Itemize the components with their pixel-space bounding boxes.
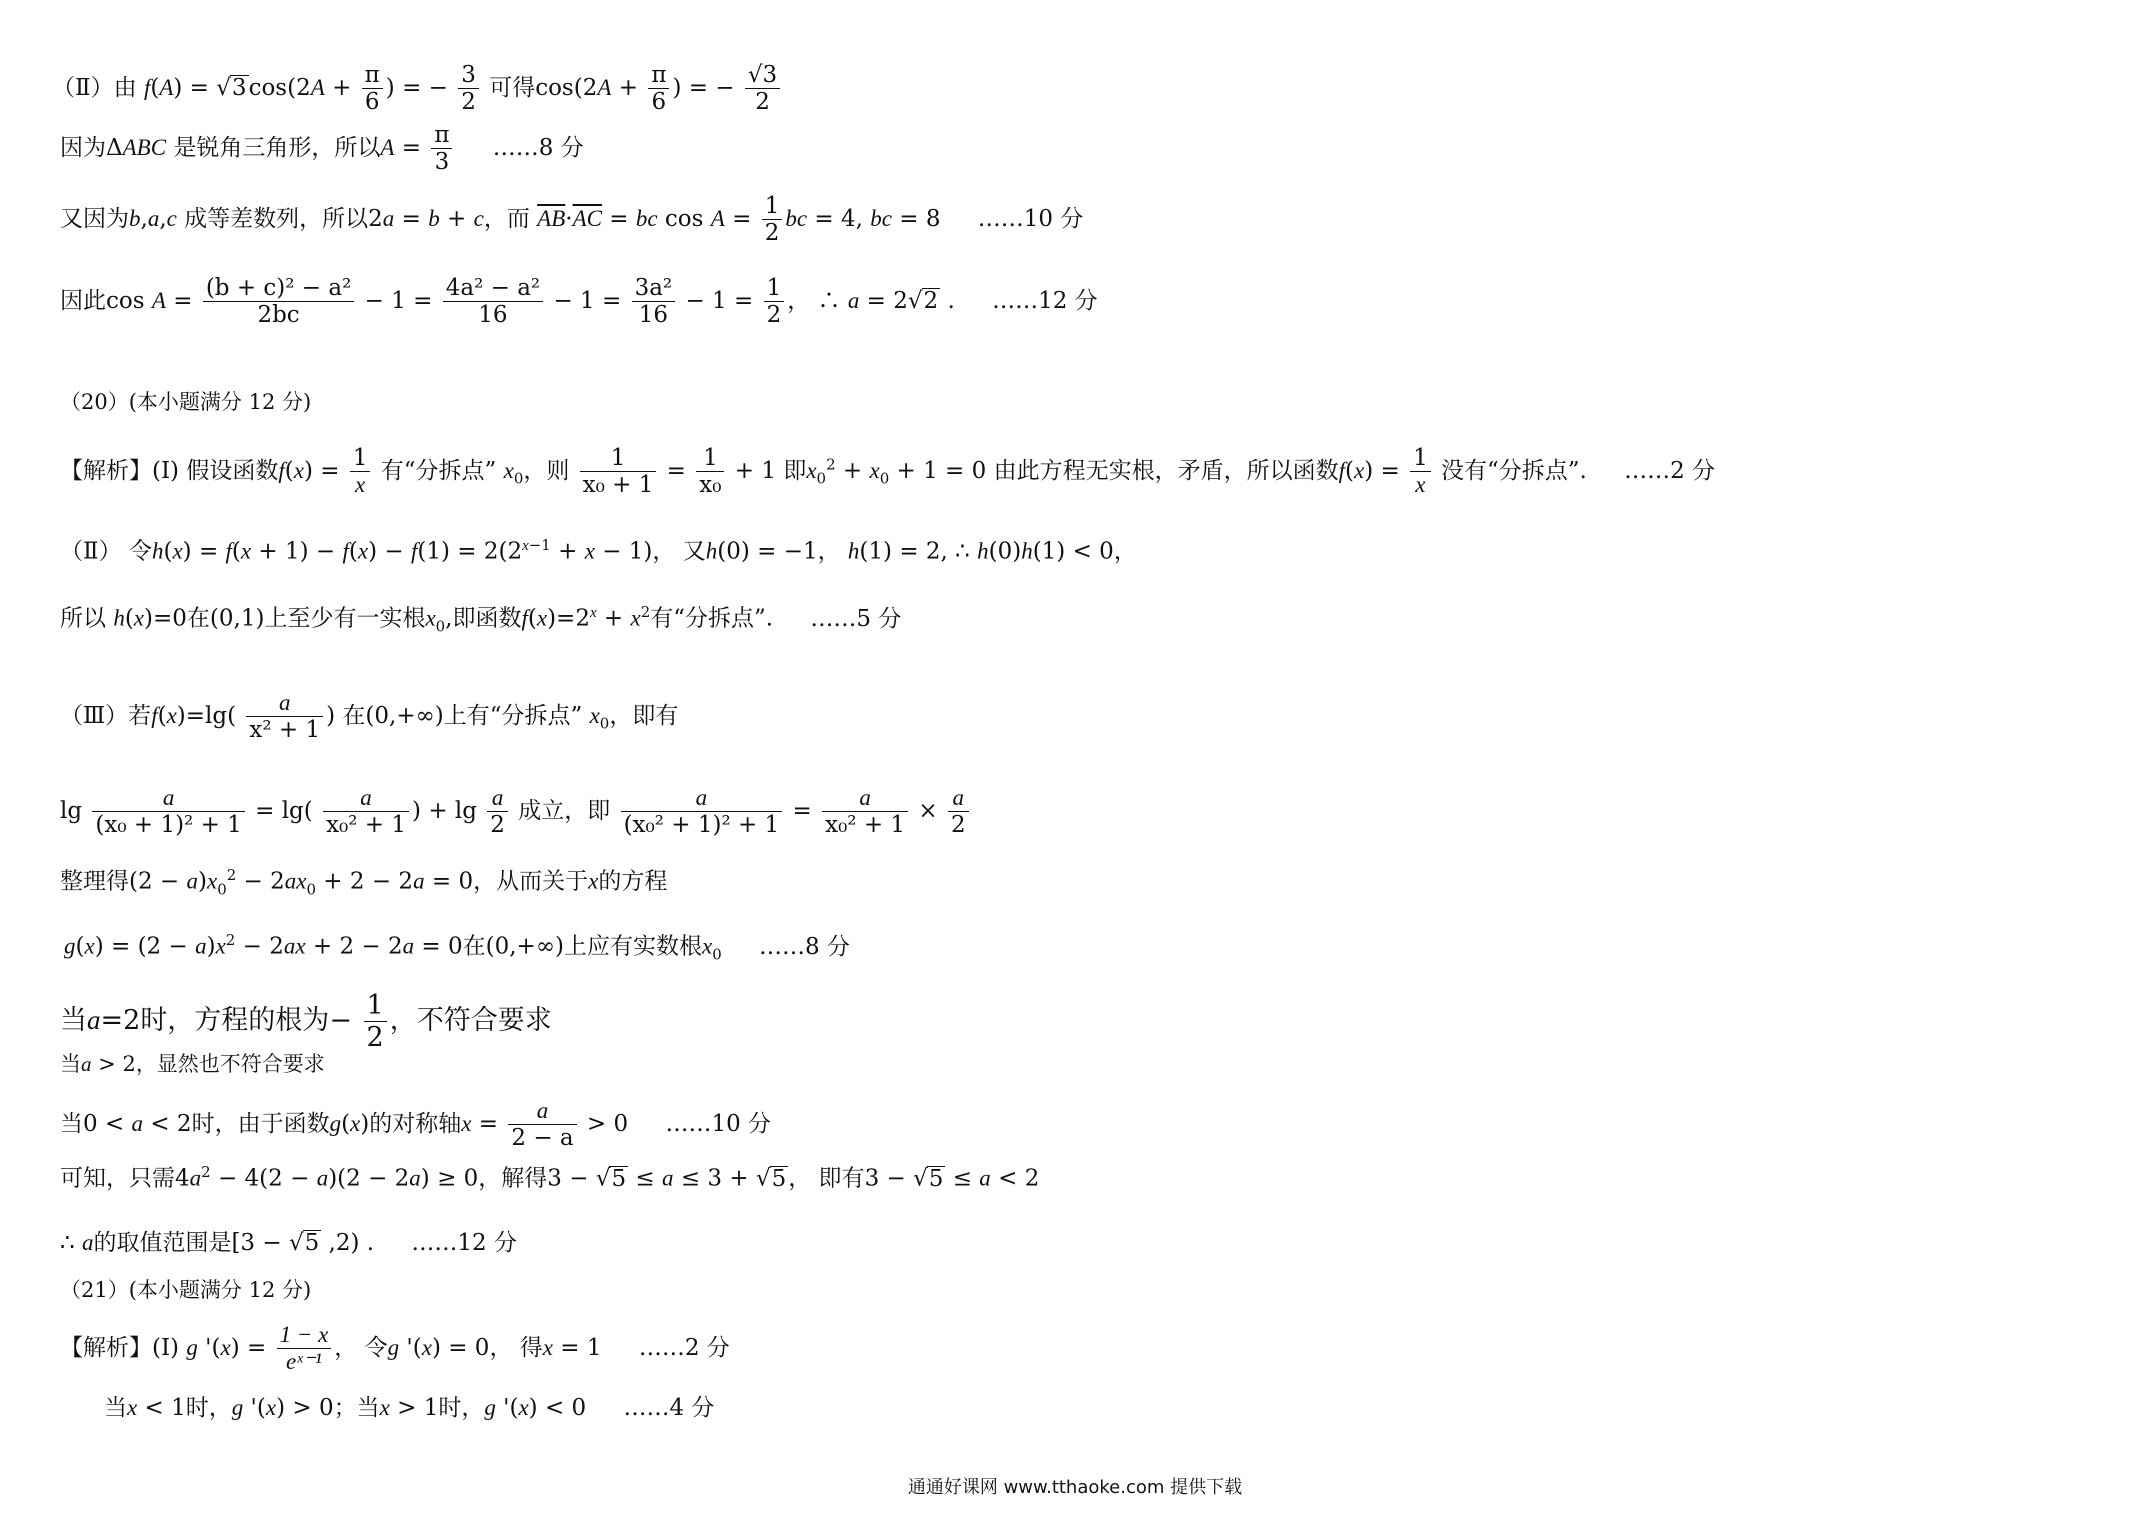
text: 因此 — [60, 287, 106, 314]
score-label: ……12 分 — [411, 1230, 517, 1256]
line-angle-a: 因为ΔABC 是锐角三角形，所以A = $\frac{\pi}{3}$ ……8 分 — [60, 122, 584, 176]
text: 可知，只需 — [60, 1165, 175, 1192]
line-derivative: 【解析】(Ⅰ) g '(x) = $\frac{1 - x}{\text{eˣ⁻¹}}$ ， 令g '(x) = 0， 得x = 1 ……2 分 — [60, 1322, 730, 1375]
text: 【解析】(Ⅰ) 假设函数 — [60, 457, 279, 484]
line-g-function: $g(x) = (2 - a)x^2 - 2ax + 2 - 2a = 0$在(0,+∞)上应有实数根$x_0$ ……8 分 — [64, 931, 850, 964]
text: （Ⅱ）由 — [52, 74, 137, 101]
fraction: $\frac{\pi}{6}$ — [648, 62, 669, 116]
fraction: $\frac{1}{\text{x₀ + 1}}$ — [580, 445, 657, 499]
fraction: $\frac{1}{2}$ — [764, 275, 785, 329]
score-label: ……10 分 — [665, 1110, 772, 1137]
text: ,即函数 — [445, 605, 522, 632]
fraction: $\frac{a}{\text{x₀² + 1}}$ — [822, 785, 908, 839]
fraction: $\frac{√3}{2}$ — [745, 62, 780, 116]
text: ，而 — [483, 205, 530, 232]
line-case-0-lt-a-lt-2: 当0 < a < 2时，由于函数g(x)的对称轴x = $\frac{a}{2 - a}$ > 0 ……10 分 — [60, 1098, 772, 1152]
fraction: $\frac{\text{(b + c)² − a²}}{2bc}$ — [203, 275, 355, 329]
line-rearrange: 整理得$(2 - a)x_0^2 - 2ax_0 + 2 - 2a = 0$，从而关于x的方程 — [60, 866, 668, 899]
text: 因为 — [60, 134, 106, 161]
question-21-heading: （21）(本小题满分 12 分) — [60, 1278, 312, 1302]
text: 上应有实数根 — [563, 933, 702, 960]
text: ；当 — [333, 1395, 380, 1421]
text: 时， — [185, 1395, 232, 1421]
line-part3-lg: （Ⅲ）若f(x)=lg( $\frac{a}{\text{x² + 1}}$ ) 在(0,+∞)上有“分拆点” $x_0$，即有 — [60, 690, 679, 744]
text: （Ⅲ）若 — [60, 702, 152, 729]
line-case-a-equals-2: 当a=2时，方程的根为− $\frac{1}{2}$ ，不符合要求 — [60, 990, 552, 1054]
text: 在 — [342, 702, 366, 729]
text: 所以 — [60, 605, 106, 632]
text: 当 — [104, 1395, 127, 1421]
line-arith-seq: 又因为b,a,c 成等差数列，所以2a = b + c，而 $\overline{AB}\cdot\overline{AC}$ = bc cos A = $\frac{1}{2}$ bc = 4, bc = 8 ……10 分 — [60, 193, 1084, 247]
text: ， 令 — [334, 1334, 388, 1361]
line-range-result: ∴ a的取值范围是[3 − √5 ,2) . ……12 分 — [60, 1230, 517, 1256]
line-monotonic: 当x < 1时，g '(x) > 0；当x > 1时，g '(x) < 0 ……4 分 — [104, 1395, 715, 1421]
text: 当 — [60, 1052, 81, 1076]
score-label: ……4 分 — [623, 1395, 715, 1421]
text: 可得 — [489, 74, 536, 101]
line-root-exists: 所以 h(x)=0在(0,1)上至少有一实根$x_0$,即函数$f(x)=2^x + x^2$有“分拆点”. ……5 分 — [60, 603, 902, 636]
fraction: $\frac{1}{2}$ — [364, 990, 387, 1053]
fraction: $\frac{\text{3a²}}{16}$ — [632, 275, 676, 329]
line-part2-cos: （Ⅱ）由 f(A) = √3cos(2A + $\frac{\pi}{6}$ ) = − $\frac{3}{2}$ 可得cos(2A + $\frac{\pi}{6}$ ) = − $\frac{√3}{2}$ — [52, 62, 783, 116]
text: ， 即有 — [788, 1165, 865, 1192]
line-cos-a: 因此cos A = $\frac{\text{(b + c)² − a²}}{2bc}$ − 1 = $\frac{\text{4a² − a²}}{16}$ − 1 = $\frac{\text{3a²}}{16}$ − 1 = $\frac{1}{2}$ ， ∴ a = 2√2 . ……12 分 — [60, 275, 1098, 329]
text: 在 — [462, 933, 486, 960]
text: 【解析】(Ⅰ) — [60, 1334, 180, 1361]
line-case-a-gt-2: 当a > 2，显然也不符合要求 — [60, 1052, 325, 1076]
fraction: $\frac{1 - x}{\text{eˣ⁻¹}}$ — [277, 1322, 332, 1376]
fraction: $\frac{a}{2 - a}$ — [508, 1098, 576, 1152]
text: （Ⅱ） 令 — [60, 538, 152, 565]
fraction: $\frac{a}{2}$ — [487, 785, 508, 839]
text: 的方程 — [598, 868, 668, 895]
math: f — [143, 74, 151, 100]
line-part2-h: （Ⅱ） 令$h(x) = f(x + 1) - f(x) - f(1) = 2(2^{x-1} + x - 1)$， 又h(0) = −1， h(1) = 2, ∴ h(0)h(1) < 0， — [60, 536, 1137, 565]
text: 有“分拆点”. — [650, 605, 774, 632]
text: 上至少有一实根 — [264, 605, 426, 632]
text: 成等差数列，所以 — [184, 205, 369, 232]
fraction: $\frac{1}{x}$ — [1410, 445, 1431, 499]
line-discriminant: 可知，只需$4a^2 - 4(2 - a)(2 - 2a) \ge 0$，解得3 − √5 ≤ a ≤ 3 + √5， 即有3 − √5 ≤ a < 2 — [60, 1163, 1040, 1192]
text: 时，由于函数 — [191, 1110, 330, 1137]
fraction: $\frac{\pi}{6}$ — [362, 62, 383, 116]
fraction: $\frac{a}{2}$ — [948, 785, 969, 839]
text: 又因为 — [60, 205, 129, 232]
text: 即 — [783, 457, 807, 484]
text: 的取值范围是 — [93, 1230, 232, 1256]
fraction: $\frac{1}{\text{x₀}}$ — [696, 445, 724, 499]
text: ， — [1113, 538, 1137, 565]
text: ， 得 — [489, 1334, 543, 1361]
text: 当 — [60, 1005, 87, 1037]
text: 整理得 — [60, 868, 129, 895]
fraction: $\frac{1}{2}$ — [762, 193, 783, 247]
score-label: ……2 分 — [1624, 457, 1716, 484]
text: 在 — [186, 605, 210, 632]
text: ，即有 — [609, 702, 679, 729]
text: ，则 — [523, 457, 570, 484]
score-label: ……12 分 — [992, 287, 1098, 314]
text: 时，方程的根为 — [140, 1005, 330, 1037]
text: ，解得 — [478, 1165, 548, 1192]
text: 没有“分拆点”. — [1441, 457, 1587, 484]
fraction: $\frac{1}{x}$ — [350, 445, 371, 499]
score-label: ……2 分 — [638, 1334, 730, 1361]
text: 有“分拆点” — [380, 457, 497, 484]
fraction: $\frac{a}{\text{x² + 1}}$ — [246, 690, 323, 744]
score-label: ……8 分 — [759, 933, 850, 960]
text: 成立，即 — [518, 797, 611, 824]
fraction: $\frac{\text{4a² − a²}}{16}$ — [443, 275, 543, 329]
text: 时， — [438, 1395, 485, 1421]
text: ，不符合要求 — [389, 1005, 552, 1037]
score-label: ……5 分 — [810, 605, 902, 632]
text: ，从而关于 — [473, 868, 589, 895]
score-label: ……8 分 — [492, 134, 584, 161]
text: 是锐角三角形，所以 — [173, 134, 381, 161]
fraction: $\frac{a}{\text{(x₀² + 1)² + 1}}$ — [621, 785, 783, 839]
text: ，显然也不符合要求 — [135, 1052, 325, 1076]
question-20-heading: （20）(本小题满分 12 分) — [60, 390, 312, 414]
footer-source: 通通好课网 www.tthaoke.com 提供下载 — [907, 1477, 1243, 1498]
line-lg-equation: lg $\frac{a}{\text{(x₀ + 1)² + 1}}$ = lg( $\frac{a}{\text{x₀² + 1}}$ ) + lg $\frac{a}{2}$ 成立，即 $\frac{a}{\text{(x₀² + 1)² + 1}}$ = $\frac{a}{\text{x₀² + 1}}$ × $\frac{a}{2}$ — [60, 785, 972, 839]
text: 的对称轴 — [369, 1110, 462, 1137]
fraction: $\frac{a}{\text{x₀² + 1}}$ — [323, 785, 409, 839]
score-label: ……10 分 — [977, 205, 1084, 232]
text: 上有“分拆点” — [443, 702, 583, 729]
fraction: $\frac{3}{2}$ — [458, 62, 479, 116]
text: 当 — [60, 1110, 83, 1137]
text: ， 又 — [652, 538, 706, 565]
line-part1-split-point: 【解析】(Ⅰ) 假设函数f(x) = $\frac{1}{x}$ 有“分拆点” $x_0$，则 $\frac{1}{\text{x₀ + 1}}$ = $\frac{1}{\text{x₀}}$ + 1 即$x_0^2 + x_0 + 1 = 0$ 由此方程无实根，矛盾，所以函数f(x) = $\frac{1}{x}$ 没有“分拆点”. ……2 分 — [60, 445, 1716, 499]
text: 由此方程无实根，矛盾，所以函数 — [993, 457, 1339, 484]
fraction: $\frac{\pi}{3}$ — [431, 122, 452, 176]
fraction: $\frac{a}{\text{(x₀ + 1)² + 1}}$ — [92, 785, 244, 839]
